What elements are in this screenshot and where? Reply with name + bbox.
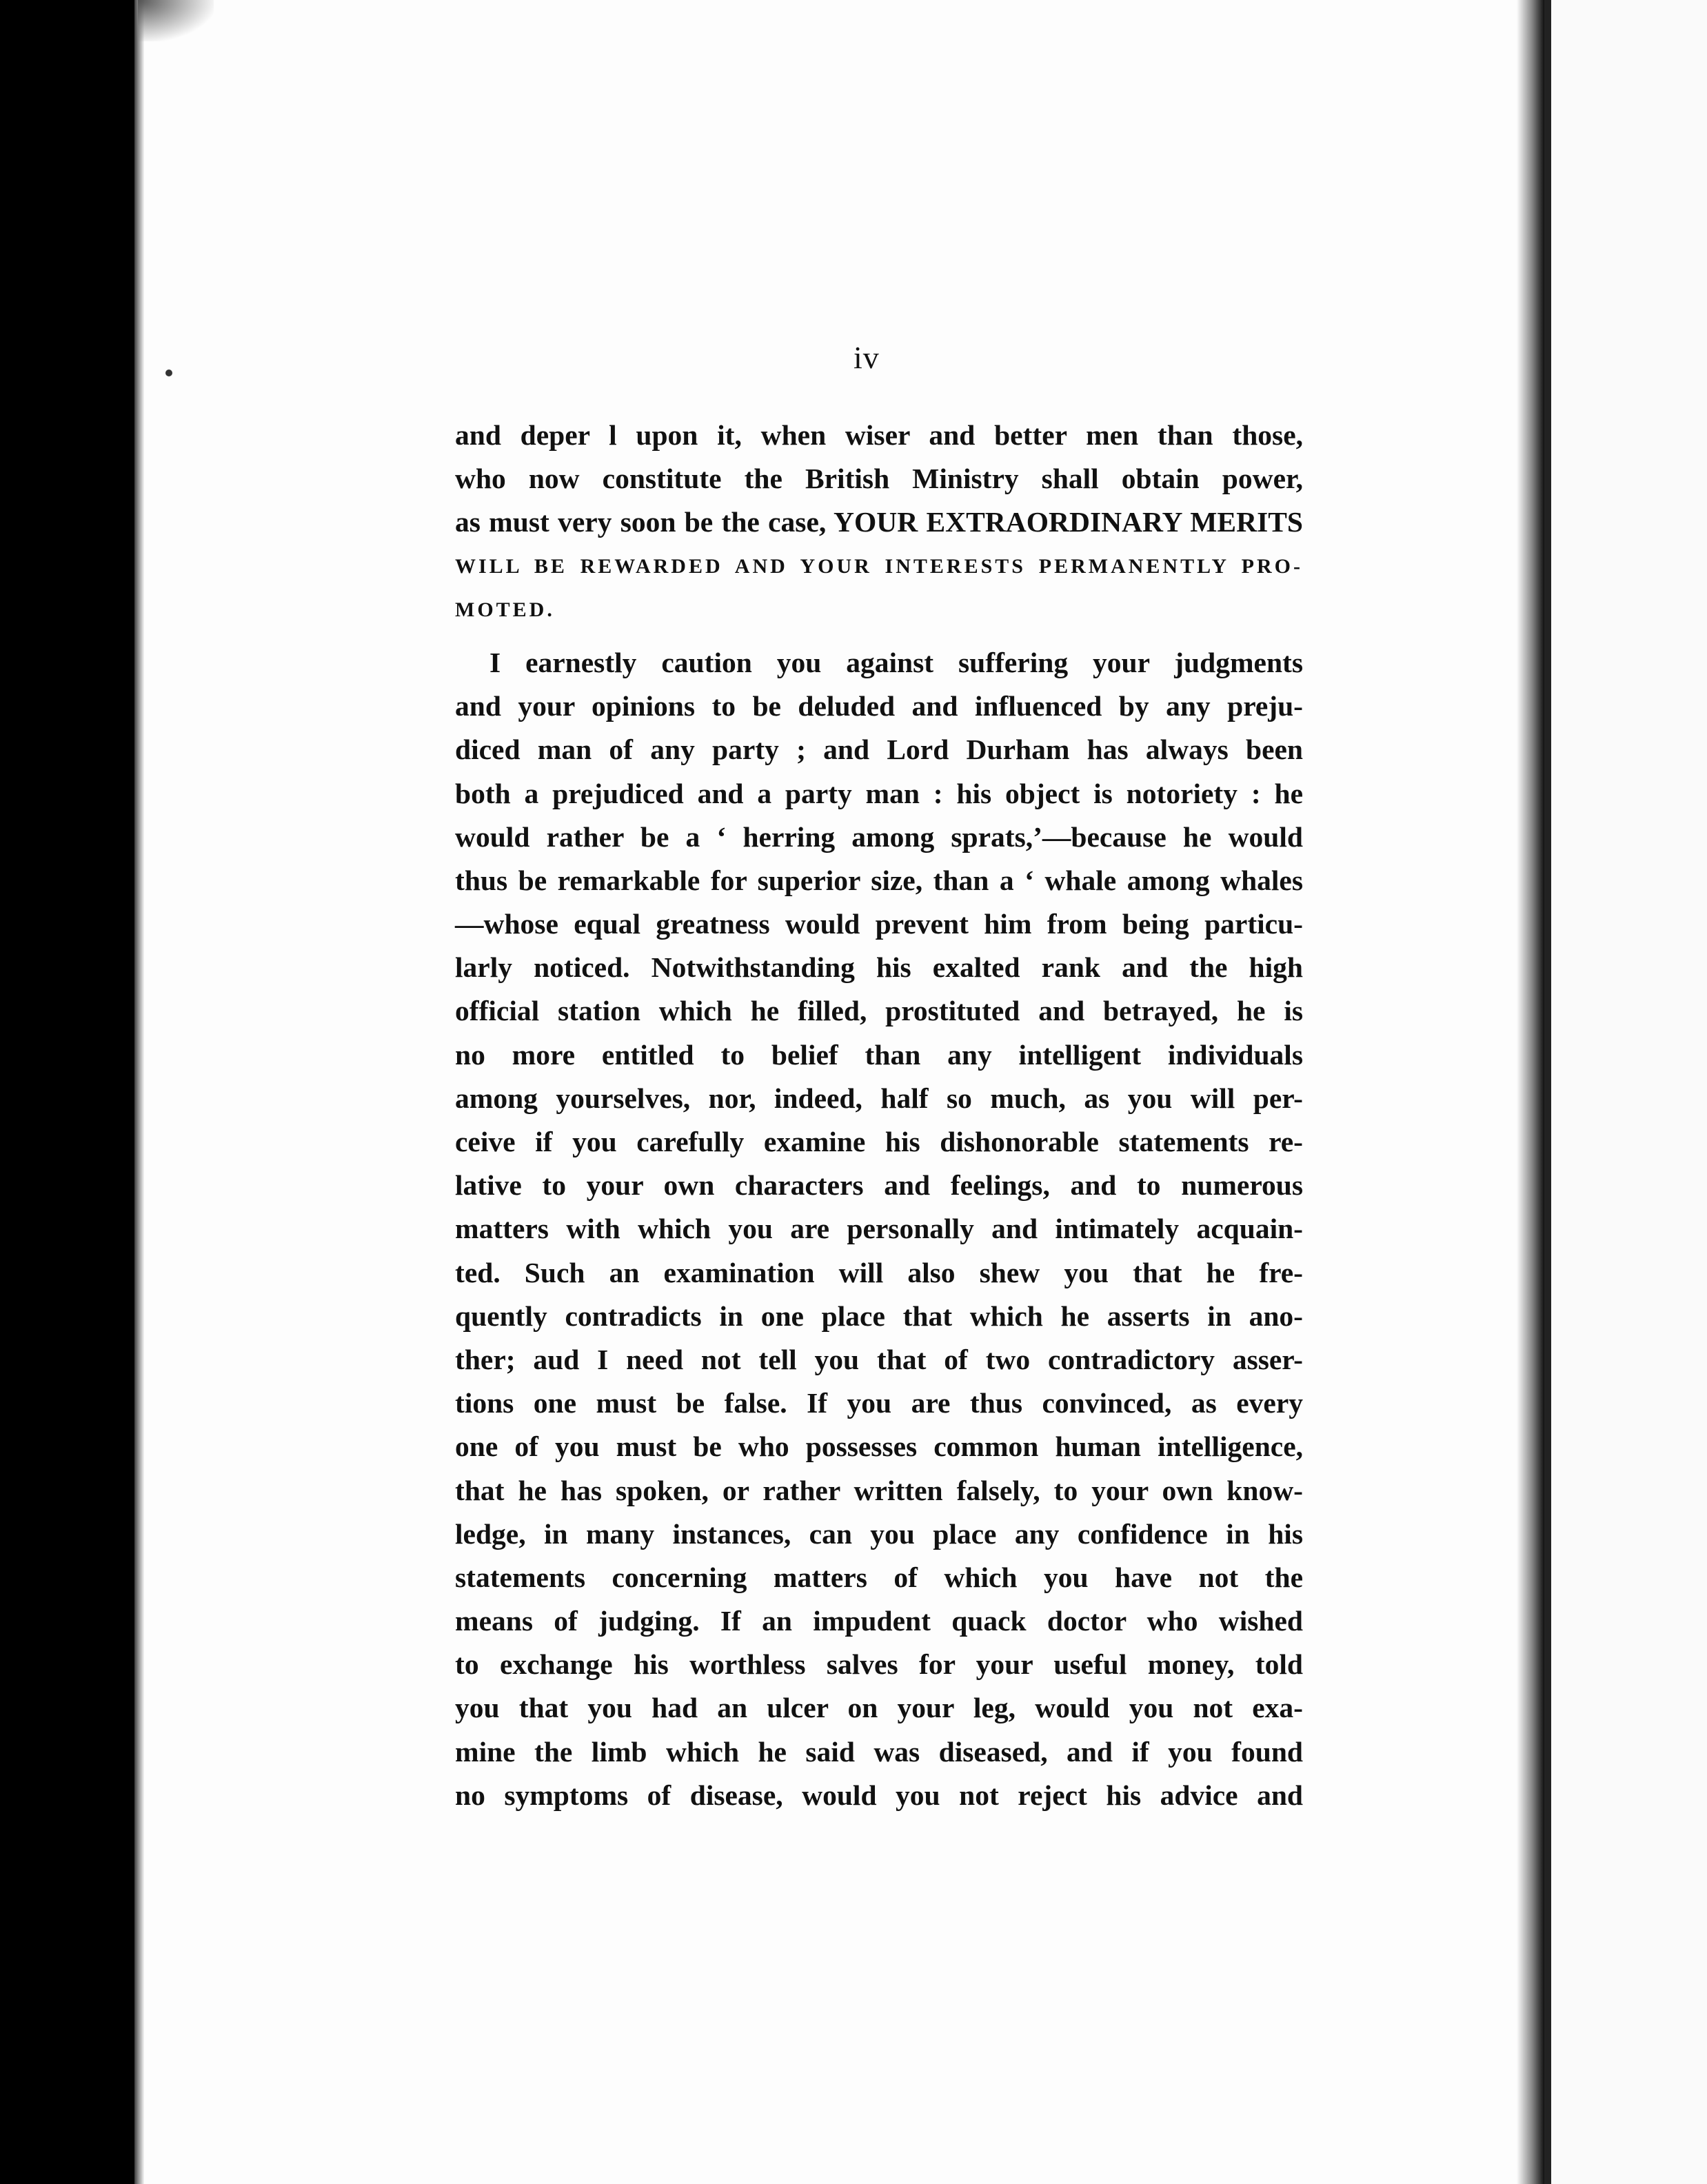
text-line: that he has spoken, or rather written falsely, to your own know- (455, 1474, 1303, 1506)
text-line: means of judging. If an impudent quack doctor who wished (455, 1605, 1303, 1637)
text-line: quently contradicts in one place that which he asserts in ano- (455, 1300, 1303, 1332)
paragraph-gap (455, 631, 1303, 641)
text-line: no more entitled to belief than any intelligent individuals (455, 1038, 1303, 1071)
text-line: —whose equal greatness would prevent him from being particu- (455, 908, 1303, 940)
text-line: official station which he filled, prostituted and betrayed, he is (455, 995, 1303, 1027)
text-line: MOTED. (455, 598, 555, 621)
page-left-edge (134, 0, 144, 2184)
text-line: matters with which you are personally and intimately acquain- (455, 1213, 1303, 1245)
text-line: statements concerning matters of which you have not the (455, 1561, 1303, 1593)
text-line: WILL BE REWARDED AND YOUR INTERESTS PERMANENTLY PRO- (455, 554, 1303, 578)
text-line: ceive if you carefully examine his dishonorable statements re- (455, 1126, 1303, 1157)
text-line: no symptoms of disease, would you not reject his advice and (455, 1779, 1303, 1811)
text-line: you that you had an ulcer on your leg, would you not exa- (455, 1692, 1303, 1724)
body-text (455, 414, 1303, 1817)
text-line: as must very soon be the case, YOUR EXTRAORDINARY MERITS (455, 506, 1303, 538)
ink-speck (165, 370, 172, 376)
text-line: ther; aud I need not tell you that of two contradictory asser- (455, 1343, 1303, 1375)
text-line: one of you must be who possesses common human intelligence, (455, 1430, 1303, 1463)
text-line: to exchange his worthless salves for your useful money, told (455, 1648, 1303, 1681)
facing-page-sliver (1544, 0, 1707, 2184)
text-line: and your opinions to be deluded and influenced by any preju- (455, 690, 1303, 722)
text-line: ted. Such an examination will also shew you that he fre- (455, 1256, 1303, 1288)
text-line: larly noticed. Notwithstanding his exalted rank and the high (455, 951, 1303, 984)
text-line: I earnestly caution you against suffering your judgments (489, 646, 1303, 678)
text-line: among yourselves, nor, indeed, half so much, as you will per- (455, 1082, 1303, 1114)
text-line: would rather be a ‘ herring among sprats,’—because he would (455, 820, 1303, 853)
page-number: iv (854, 340, 880, 375)
text-line: ledge, in many instances, can you place any confidence in his (455, 1517, 1303, 1550)
text-line: mine the limb which he said was diseased, and if you found (455, 1735, 1303, 1768)
paragraph-1 (455, 414, 1303, 631)
gutter-shadow (1517, 0, 1544, 2184)
text-line: diced man of any party ; and Lord Durham has always been (455, 734, 1303, 766)
text-line: lative to your own characters and feelings, and to numerous (455, 1169, 1303, 1202)
text-line: both a prejudiced and a party man : his object is notoriety : he (455, 777, 1303, 809)
text-line: who now constitute the British Ministry shall obtain power, (455, 463, 1303, 495)
facing-page-edge (1544, 0, 1551, 2184)
text-line: tions one must be false. If you are thus convinced, as every (455, 1387, 1303, 1419)
text-line: and deper l upon it, when wiser and better men than those, (455, 419, 1303, 451)
text-line: thus be remarkable for superior size, than a ‘ whale among whales (455, 864, 1303, 896)
corner-smudge (138, 0, 214, 41)
paragraph-2 (455, 641, 1303, 1817)
